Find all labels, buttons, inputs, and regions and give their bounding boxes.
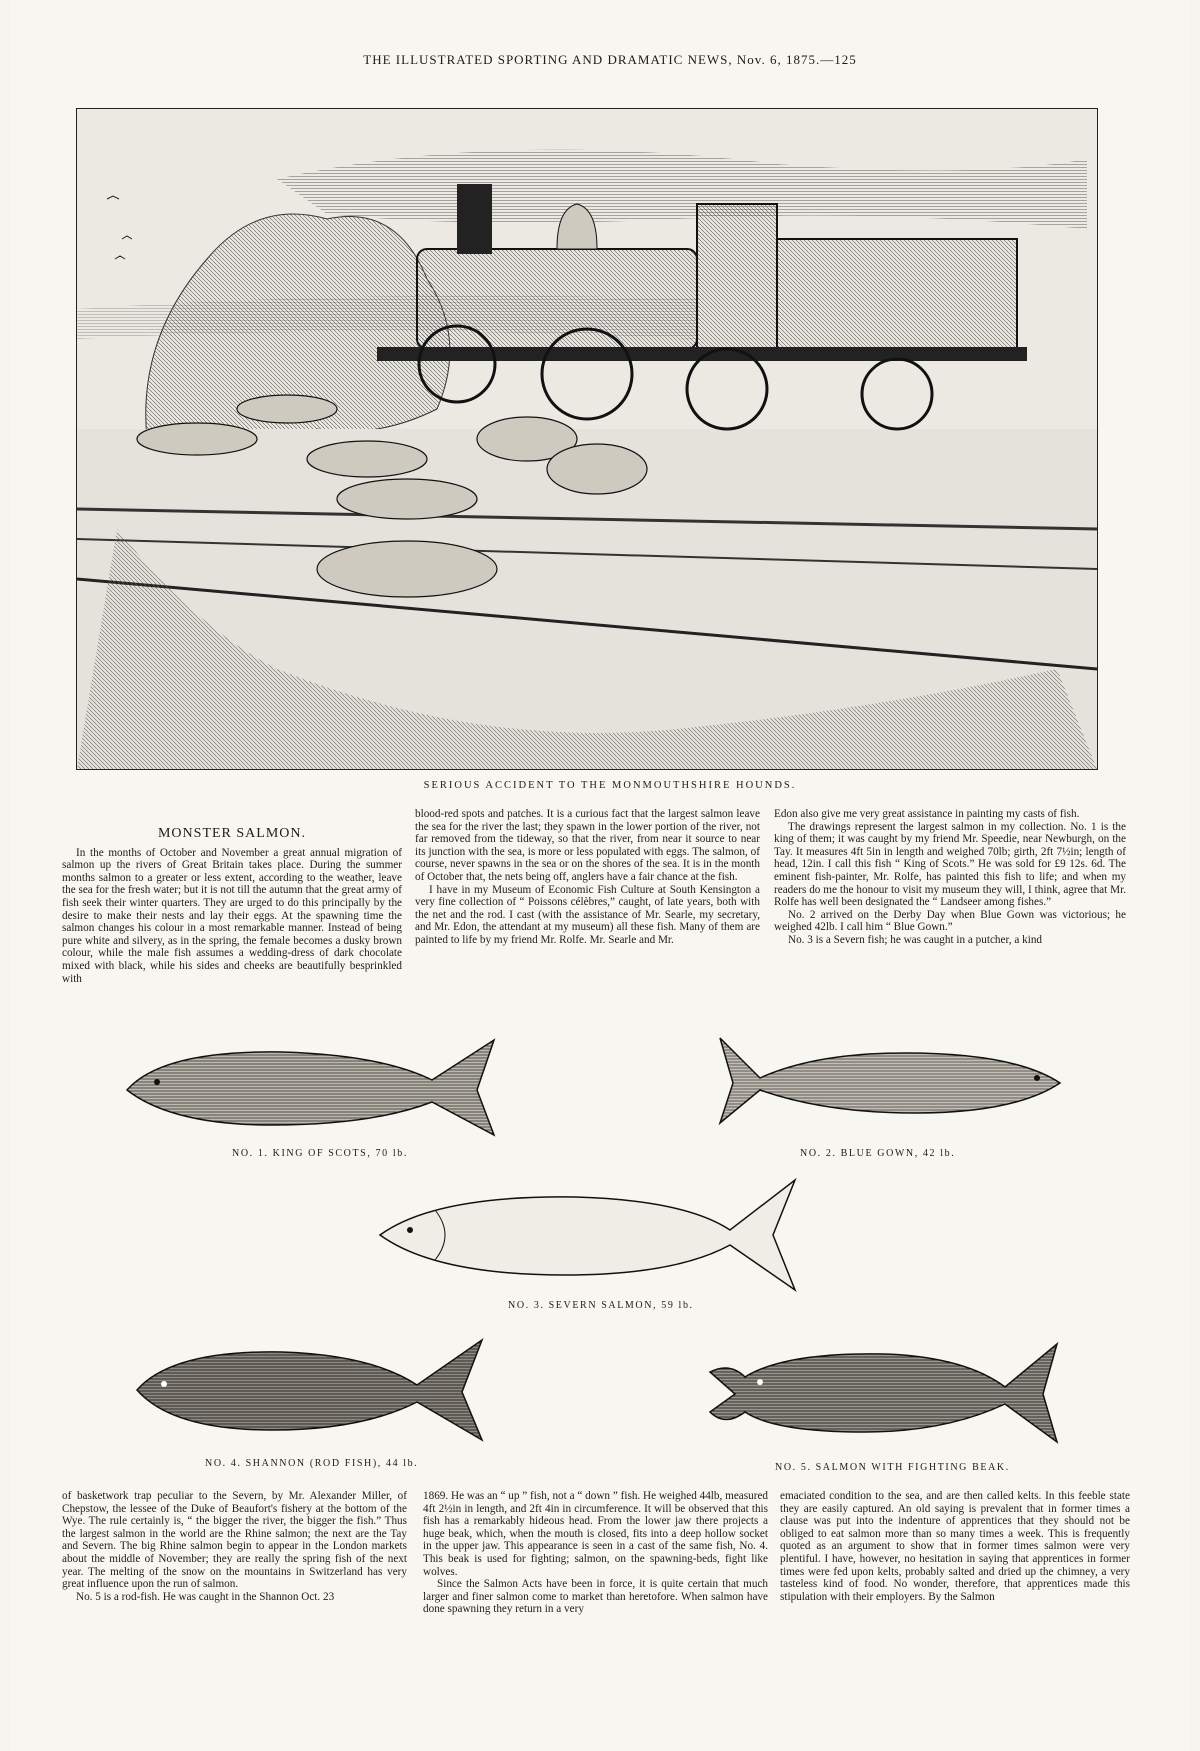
fish-shannon-illustration (132, 1330, 487, 1445)
paragraph: 1869. He was an “ up ” fish, not a “ down ” fish. He weighed 44lb, measured 4ft 2½in in length, and 2ft 4in in circumference. It will be observed that this fish has a remarkably hideous head. From the lower jaw there projects a huge beak, which, when the mouth is closed, fits into a deep hollow socket in the upper jaw. This appearance is seen in a cast of the same fish, No. 4. This beak is used for fighting; salmon, on the spawning-beds, fight like wolves. (423, 1490, 768, 1578)
figure-caption-2: NO. 2. BLUE GOWN, 42 lb. (800, 1148, 956, 1159)
figure-caption-3: NO. 3. SEVERN SALMON, 59 lb. (508, 1300, 694, 1311)
engraving-caption: SERIOUS ACCIDENT TO THE MONMOUTHSHIRE HOUNDS. (423, 780, 797, 791)
fish-severn-salmon-illustration (375, 1175, 800, 1295)
paragraph: In the months of October and November a great annual migration of salmon up the rivers of Great Britain takes place. During the summer months salmon to a greater or less extent, according to the weather, leave the sea for the fresh water; but it is not till the autumn that the great army of fish seek their winter quarters. They are urged to do this principally by the desire to make their nests and lay their eggs. At the spawning time the salmon changes his colour in a most remarkable manner. Instead of being pure white and silvery, as in the spring, the female becomes a dusky brown colour, while the male fish assumes a wedding-dress of dark chocolate mixed with black, while his sides and cheeks are beautifully besprinkled with (62, 846, 402, 985)
figure-caption-5: NO. 5. SALMON WITH FIGHTING BEAK. (775, 1462, 1010, 1473)
article-column-1 (62, 822, 402, 985)
article-column-6 (780, 1490, 1130, 1603)
paragraph: Since the Salmon Acts have been in force, it is quite certain that much larger and finer salmon come to market than heretofore. When salmon have done spawning they return in a very (423, 1578, 768, 1616)
paragraph: blood-red spots and patches. It is a curious fact that the largest salmon leave the sea for the river the last; they spawn in the lower portion of the river, not far removed from the tideway, so that the river, from near it source to near its junction with the sea, is more or less populated with eggs. The salmon, of course, never spawns in the sea or on the shores of the sea. It is in the month of October that, the nets being off, anglers have a fair chance at the fish. (415, 808, 760, 883)
paragraph: No. 2 arrived on the Derby Day when Blue Gown was victorious; he weighed 42lb. I call him “ Blue Gown.” (774, 908, 1126, 934)
paragraph: No. 3 is a Severn fish; he was caught in a putcher, a kind (788, 933, 1043, 946)
figure-caption-1: NO. 1. KING OF SCOTS, 70 lb. (232, 1148, 408, 1159)
paragraph: Edon also give me very great assistance in painting my casts of fish. (774, 808, 1080, 820)
paragraph: No. 5 is a rod-fish. He was caught in the Shannon Oct. 23 (76, 1590, 335, 1603)
page-header: THE ILLUSTRATED SPORTING AND DRAMATIC NEWS, Nov. 6, 1875.—125 (363, 52, 857, 67)
article-column-2 (415, 808, 760, 947)
figure-caption-4: NO. 4. SHANNON (ROD FISH), 44 lb. (205, 1458, 419, 1469)
paragraph: emaciated condition to the sea, and are then called kelts. In this feeble state they are easily captured. An old saying is prevalent that in former times a clause was put into the indenture of apprentices that they should not be obliged to eat salmon more than so many times a week. This is frequently quoted as an argument to show that in former times salmon were very plentiful. I have, however, no hesitation in saying that apprentices in former times were fed upon kelts, probably salted and dried up the chimney, a very tasteless kind of food. No wonder, therefore, that apprentices made this stipulation with their employers. By the Salmon (780, 1490, 1130, 1603)
engraving-locomotive-hounds (76, 108, 1098, 770)
fish-blue-gown-illustration (715, 1028, 1065, 1128)
article-column-3 (774, 808, 1126, 947)
fish-fighting-beak-illustration (705, 1332, 1063, 1447)
article-title: MONSTER SALMON. (157, 826, 306, 841)
paragraph: of basketwork trap peculiar to the Severn, by Mr. Alexander Miller, of Chepstow, the lessee of the Duke of Beaufort's fishery at the bottom of the Wye. The rule certainly is, “ the bigger the river, the bigger the fish.” Thus the largest salmon in the world are the Rhine salmon; the next are the Tay and Severn. The big Rhine salmon begin to appear in the London markets about the middle of November; they are really the spring fish of the next year. The melting of the snow on the mountains in Switzerland has very great influence upon the run of salmon. (62, 1490, 407, 1591)
article-column-4 (62, 1490, 407, 1603)
fish-king-of-scots-illustration (122, 1030, 502, 1140)
paragraph: I have in my Museum of Economic Fish Culture at South Kensington a very fine collection of “ Poissons célèbres,” caught, of late years, both with the net and the rod. I cast (with the assistance of Mr. Searle, my secretary, and Mr. Edon, the attendant at my museum) all these fish. Many of them are painted to life by my friend Mr. Rolfe. Mr. Searle and Mr. (415, 883, 760, 946)
newspaper-page (10, 0, 1190, 1751)
article-column-5 (423, 1490, 768, 1616)
paragraph: The drawings represent the largest salmon in my collection. No. 1 is the king of them; it was caught by my friend Mr. Speedie, near Newburgh, on the Tay. It measures 4ft 5in in length and weighed 70lb; girth, 2ft 7½in; length of head, 12in. I call this fish “ King of Scots.” He was sold for £9 12s. 6d. The eminent fish-painter, Mr. Rolfe, has painted this fish to life; and when my readers do me the honour to visit my museum they will, I think, agree that Mr. Rolfe has well been designated the “ Landseer among fishes.” (774, 820, 1126, 909)
